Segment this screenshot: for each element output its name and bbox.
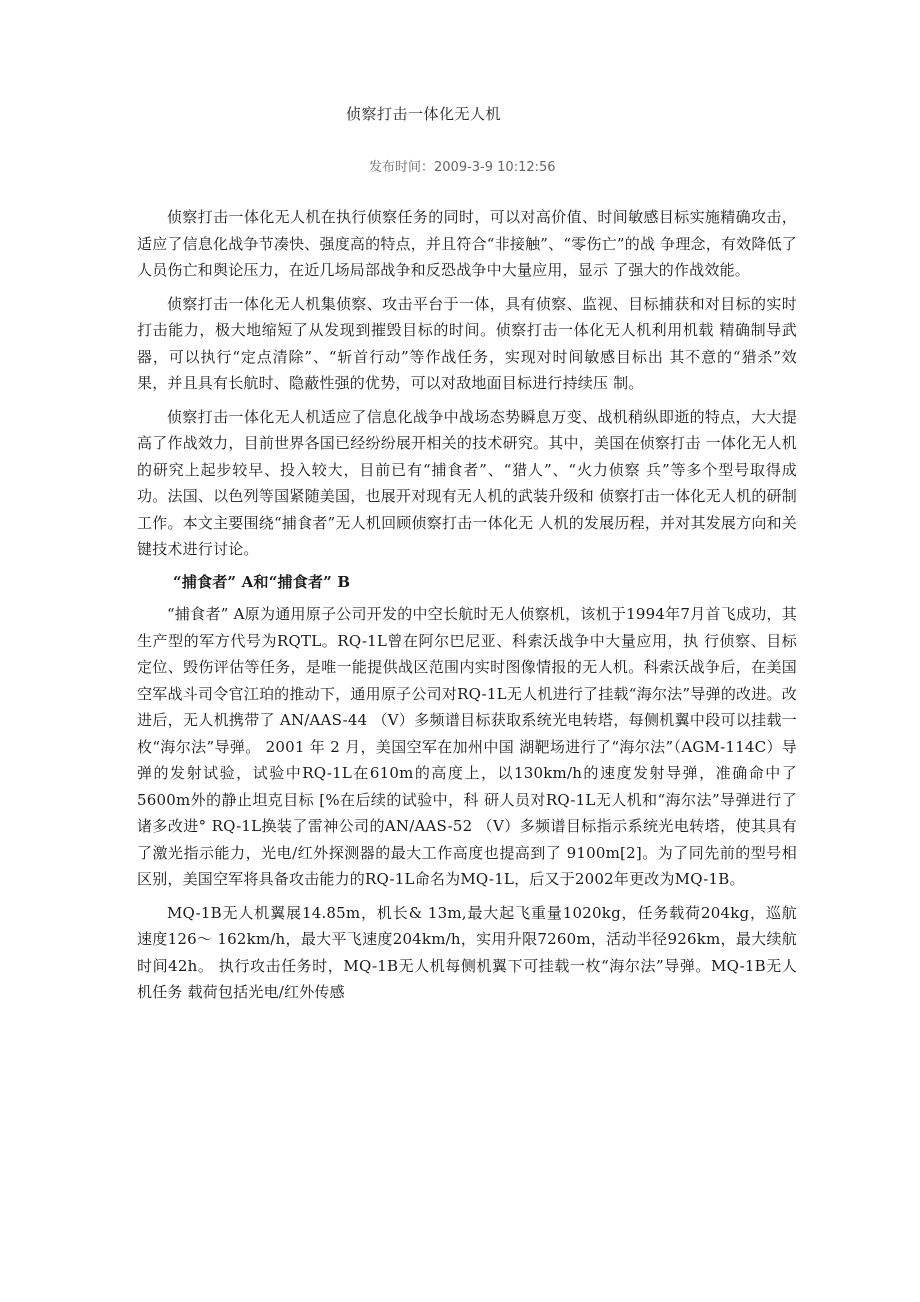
paragraph-predator-a: “捕食者” A原为通用原子公司开发的中空长航时无人侦察机，该机于1994年7月首飞成功，其生产型的军方代号为RQTL。RQ-1L曾在阿尔巴尼亚、科索沃战争中大量应用，执 行侦察、目标定位、毁伤评估等任务，是唯一能提供战区范围内实时图像情报的无人机。科索沃战争后，在美国空军战斗司令官江珀的推动下，通用原子公司对RQ-1L无人机进行了挂载“海尔法”导弹的改进。改进后，无人机携带了 AN/AAS-44 （V）多频谱目标获取系统光电转塔，每侧机翼中段可以挂载一枚“海尔法”导弹。 2001 年 2 月，美国空军在加州中国 湖靶场进行了“海尔法”（AGM-114C）导弹的发射试验，试验中RQ-1L在610m的高度上，以130km/h的速度发射导弹，准确命中了 5600m外的静止坦克目标 [%在后续的试验中，科 研人员对RQ-1L无人机和“海尔法”导弹进行了诸多改进° RQ-1L换装了雷神公司的AN/AAS-52 （V）多频谱目标指示系统光电转塔，使其具有了激光指示能力，光电/红外探测器的最大工作高度也提高到了 9100m[2]。为了同先前的型号相区别，美国空军将具备攻击能力的RQ-1L命名为MQ-1L，后又于2002年更改为MQ-1B。 <box>137 605 797 888</box>
paragraph-mq1b-specs: MQ-1B无人机翼展14.85m，机长& 13m,最大起飞重量1020kg，任务载荷204kg，巡航 速度126～ 162km/h，最大平飞速度204km/h，实用升限7260m，活动半径926km，最大续航时间42h。 执行攻击任务时，MQ-1B无人机每侧机翼下可挂载一枚“海尔法”导弹。MQ-1B无人机任务 载荷包括光电/红外传感 <box>137 903 797 1001</box>
publish-date-value: 2009-3-9 10:12:56 <box>434 160 556 175</box>
article-title: 侦察打击一体化无人机 <box>346 105 502 123</box>
section-heading: “捕食者” A和“捕食者” B <box>173 572 351 591</box>
paragraph-research: 侦察打击一体化无人机适应了信息化战争中战场态势瞬息万变、战机稍纵即逝的特点，大大提高了作战效力，目前世界各国已经纷纷展开相关的技术研究。其中，美国在侦察打击 一体化无人机的研究上起步较早、投入较大，目前已有“捕食者”、“猎人”、“火力侦察 兵”等多个型号取得成功。法国、以色列等国紧随美国，也展开对现有无人机的武装升级和 侦察打击一体化无人机的研制工作。本文主要围绕“捕食者”无人机回顾侦察打击一体化无 人机的发展历程，并对其发展方向和关键技术进行讨论。 <box>137 407 797 558</box>
paragraph-integration: 侦察打击一体化无人机集侦察、攻击平台于一体，具有侦察、监视、目标捕获和对目标的实时打击能力，极大地缩短了从发现到摧毁目标的时间。侦察打击一体化无人机利用机载 精确制导武器，可以执行“定点清除”、“斩首行动”等作战任务，实现对时间敏感目标出 其不意的“猎杀”效果，并且具有长航时、隐蔽性强的优势，可以对敌地面目标进行持续压 制。 <box>137 294 797 392</box>
article-body <box>137 204 797 1013</box>
paragraph-intro: 侦察打击一体化无人机在执行侦察任务的同时，可以对高价值、时间敏感目标实施精确攻击，适应了信息化战争节凑快、强度高的特点，并且符合“非接触”、“零伤亡”的战 争理念，有效降低了人员伤亡和舆论压力，在近几场局部战争和反恐战争中大量应用，显示 了强大的作战效能。 <box>137 208 797 279</box>
publish-date <box>369 156 556 175</box>
publish-date-label: 发布时间： <box>369 160 435 175</box>
